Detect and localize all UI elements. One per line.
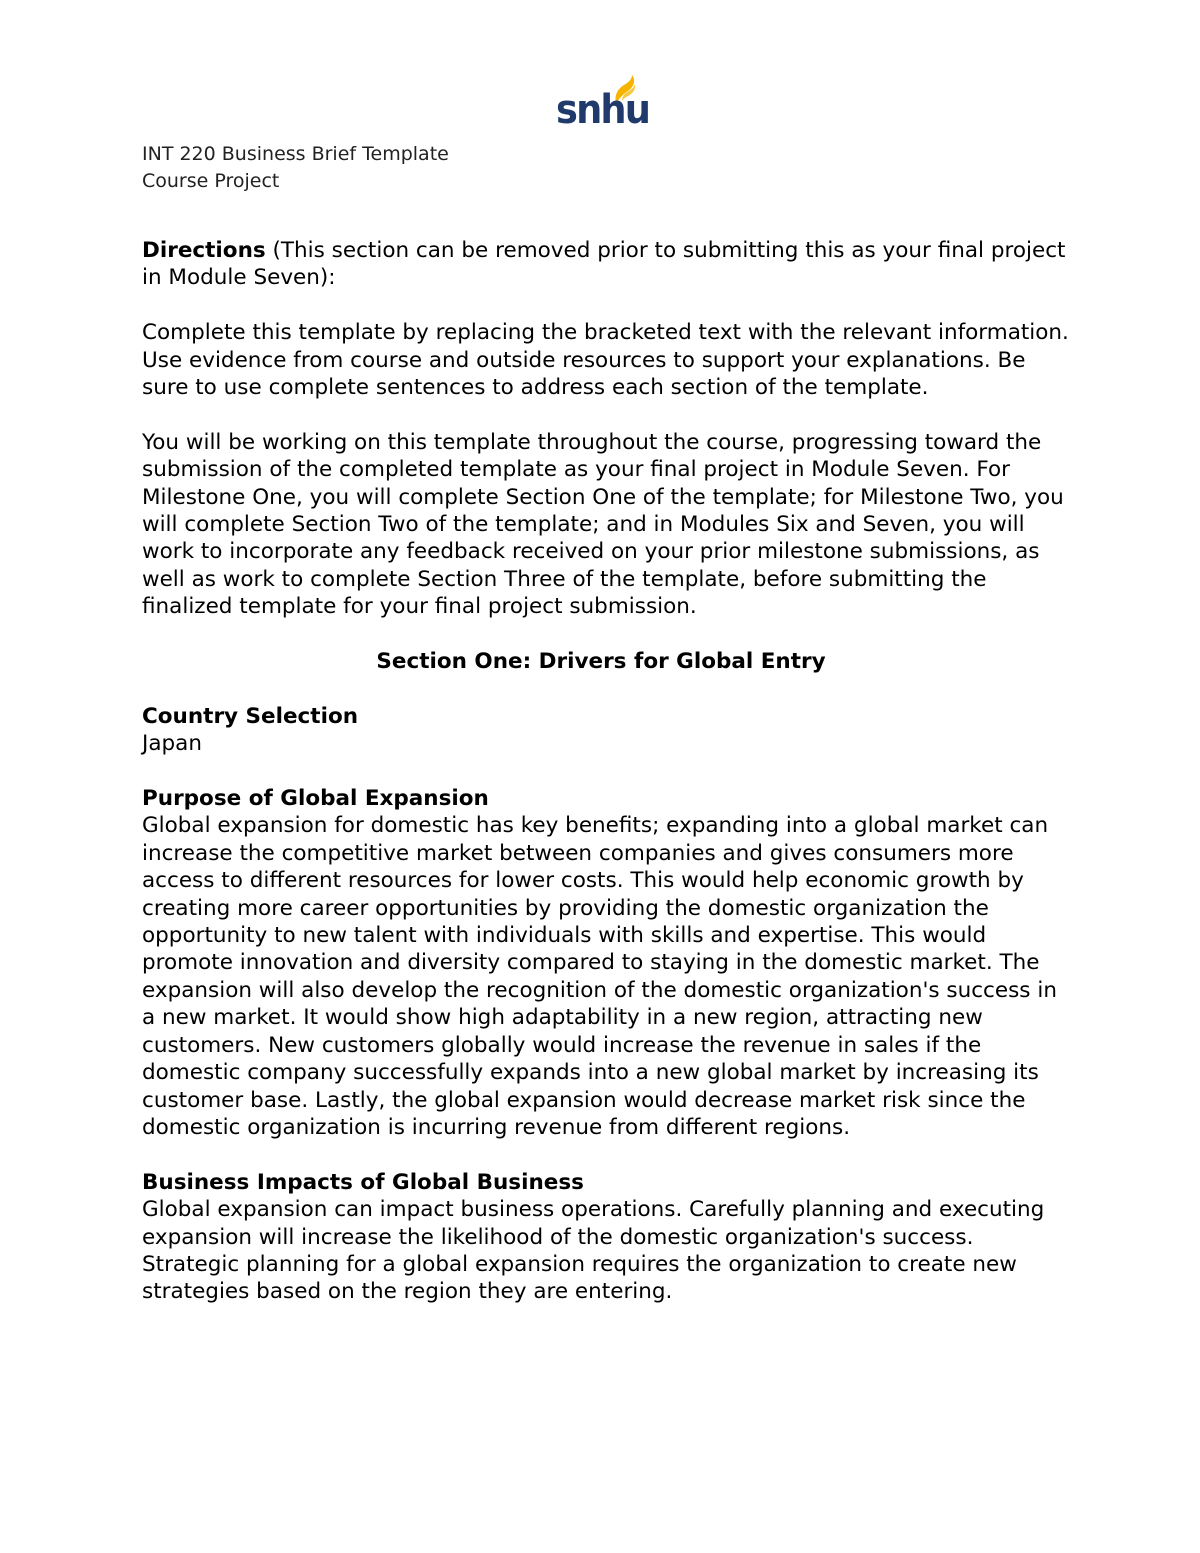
directions-paragraph-2: You will be working on this template throughout the course, progressing toward the submission of the completed template as your final project in Module Seven. For Milestone One, you will complete Section One of the template; for Milestone Two, you will complete Section Two of the template; and in Modules Six and Seven, you will work to incorporate any feedback received on your prior milestone submissions, as well as work to complete Section Three of the template, before submitting the finalized template for your final project submission. bbox=[142, 429, 1064, 620]
directions-paragraph-1: Complete this template by replacing the bracketed text with the relevant information. Use evidence from course and outside resources to support your explanations. Be sure to use complete sentences to address each section of the template. bbox=[142, 320, 1069, 401]
purpose-text: Global expansion for domestic has key benefits; expanding into a global market can increase the competitive market between companies and gives consumers more access to different resources for lower costs. This would help economic growth by creating more career opportunities by providing the domestic organization the opportunity to new talent with individuals with skills and expertise. This would promote innovation and diversity compared to staying in the domestic market. The expansion will also develop the recognition of the domestic organization's success in a new market. It would show high adaptability in a new region, attracting new customers. New customers globally would increase the revenue in sales if the domestic company successfully expands into a new global market by increasing its customer base. Lastly, the global expansion would decrease market risk since the domestic organization is incurring revenue from different regions. bbox=[142, 813, 1057, 1140]
purpose-heading: Purpose of Global Expansion bbox=[142, 786, 489, 812]
directions-note: (This section can be removed prior to submitting this as your final project in Module Seven): bbox=[142, 238, 1066, 291]
section-one-title: Section One: Drivers for Global Entry bbox=[376, 649, 826, 675]
country-selection-heading: Country Selection bbox=[142, 703, 359, 729]
country-selection-value: Japan bbox=[142, 731, 202, 757]
snhu-logo bbox=[556, 74, 650, 134]
document-header bbox=[142, 141, 449, 195]
course-subtitle: Course Project bbox=[142, 170, 280, 192]
course-title: INT 220 Business Brief Template bbox=[142, 143, 449, 165]
logo-wordmark: snhu bbox=[556, 87, 650, 133]
business-impacts-text: Global expansion can impact business operations. Carefully planning and executing expansion will increase the likelihood of the domestic organization's success. Strategic planning for a global expansion requires the organization to create new strategies based on the region they are entering. bbox=[142, 1197, 1045, 1305]
directions-label: Directions bbox=[142, 238, 266, 263]
directions-intro bbox=[142, 237, 1072, 292]
document-body bbox=[142, 237, 1072, 1306]
business-impacts-heading: Business Impacts of Global Business bbox=[142, 1169, 584, 1195]
